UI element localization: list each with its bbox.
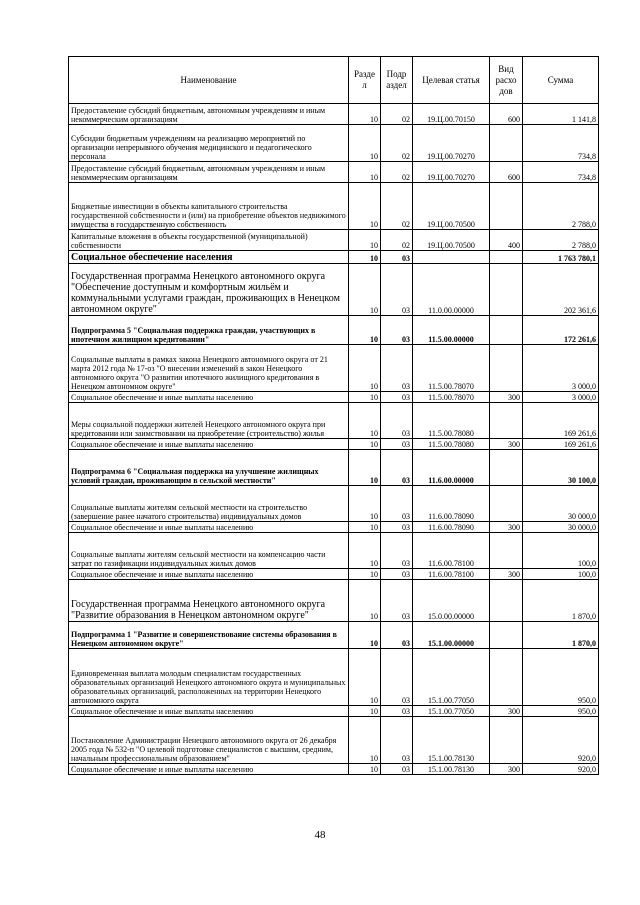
row-sum: 950,0 <box>523 649 599 706</box>
row-name: Социальное обеспечение и иные выплаты населению <box>69 706 349 717</box>
row-sum: 920,0 <box>523 764 599 775</box>
row-target-article: 11.0.00.00000 <box>413 264 490 316</box>
table-row <box>69 622 599 649</box>
row-razdel: 10 <box>349 764 381 775</box>
table-row <box>69 569 599 580</box>
header-podrazdel: Подр аздел <box>381 57 413 104</box>
row-name: Государственная программа Ненецкого автономного округа "Обеспечение доступным и комфортным жильём и коммунальными услугами граждан, проживающих в Ненецком автономном округе" <box>69 264 349 316</box>
row-razdel: 10 <box>349 183 381 230</box>
row-name: Бюджетные инвестиции в объекты капитального строительства государственной собственности и (или) на приобретение объектов недвижимого имущества в государственную собственность <box>69 183 349 230</box>
row-target-article: 11.6.00.78100 <box>413 533 490 569</box>
row-expense-type <box>490 580 523 622</box>
row-expense-type <box>490 717 523 764</box>
table-row <box>69 486 599 522</box>
table-row <box>69 183 599 230</box>
row-sum: 2 788,0 <box>523 230 599 251</box>
row-sum: 1 870,0 <box>523 622 599 649</box>
row-podrazdel: 03 <box>381 439 413 450</box>
table-body <box>69 104 599 775</box>
table-row <box>69 125 599 162</box>
row-name: Социальное обеспечение и иные выплаты населению <box>69 522 349 533</box>
row-expense-type: 400 <box>490 230 523 251</box>
row-razdel: 10 <box>349 649 381 706</box>
budget-table <box>68 56 599 775</box>
row-razdel: 10 <box>349 706 381 717</box>
row-razdel: 10 <box>349 533 381 569</box>
header-razdel: Разде л <box>349 57 381 104</box>
table-row <box>69 162 599 183</box>
row-podrazdel: 03 <box>381 533 413 569</box>
row-target-article: 11.5.00.78070 <box>413 345 490 392</box>
row-sum: 950,0 <box>523 706 599 717</box>
row-podrazdel: 02 <box>381 230 413 251</box>
row-expense-type <box>490 183 523 230</box>
row-razdel: 10 <box>349 104 381 125</box>
row-expense-type <box>490 622 523 649</box>
row-razdel: 10 <box>349 316 381 345</box>
row-razdel: 10 <box>349 345 381 392</box>
row-expense-type <box>490 345 523 392</box>
row-expense-type <box>490 316 523 345</box>
row-expense-type <box>490 251 523 264</box>
row-name: Социальные выплаты жителям сельской местности на строительство (завершение ранее начатого строительства) индивидуальных домов <box>69 486 349 522</box>
row-sum: 1 763 780,1 <box>523 251 599 264</box>
row-expense-type: 600 <box>490 104 523 125</box>
row-sum: 920,0 <box>523 717 599 764</box>
row-name: Постановление Администрации Ненецкого автономного округа от 26 декабря 2005 года № 532-п "О целевой подготовке специалистов с высшим, средним, начальным профессиональным образованием" <box>69 717 349 764</box>
row-target-article: 15.1.00.78130 <box>413 717 490 764</box>
row-target-article: 11.6.00.78090 <box>413 522 490 533</box>
row-target-article: 11.5.00.78080 <box>413 439 490 450</box>
row-target-article: 19.Ц.00.70500 <box>413 230 490 251</box>
row-target-article: 11.5.00.78080 <box>413 403 490 439</box>
row-name: Меры социальной поддержки жителей Ненецкого автономного округа при кредитовании или заимствовании на приобретение (строительство) жилья <box>69 403 349 439</box>
row-target-article: 19.Ц.00.70270 <box>413 162 490 183</box>
row-razdel: 10 <box>349 403 381 439</box>
table-row <box>69 706 599 717</box>
row-podrazdel: 03 <box>381 486 413 522</box>
row-podrazdel: 02 <box>381 125 413 162</box>
row-target-article: 15.1.00.77050 <box>413 649 490 706</box>
table-row <box>69 316 599 345</box>
row-sum: 202 361,6 <box>523 264 599 316</box>
row-expense-type <box>490 264 523 316</box>
row-expense-type: 300 <box>490 569 523 580</box>
row-podrazdel: 03 <box>381 264 413 316</box>
row-podrazdel: 03 <box>381 316 413 345</box>
row-name: Социальное обеспечение и иные выплаты населению <box>69 764 349 775</box>
row-podrazdel: 02 <box>381 162 413 183</box>
row-expense-type: 300 <box>490 764 523 775</box>
row-sum: 30 100,0 <box>523 450 599 486</box>
row-podrazdel: 03 <box>381 580 413 622</box>
row-name: Единовременная выплата молодым специалистам государственных образовательных организаций Ненецкого автономного округа и муниципальных образовательных организаций, расположенных на территории Ненецкого автономного округа <box>69 649 349 706</box>
page-number: 48 <box>314 829 326 841</box>
row-razdel: 10 <box>349 450 381 486</box>
row-name: Подпрограмма 1 "Развитие и совершенствование системы образования в Ненецком автономном округе" <box>69 622 349 649</box>
row-podrazdel: 03 <box>381 450 413 486</box>
row-name: Социальное обеспечение и иные выплаты населению <box>69 439 349 450</box>
row-target-article: 15.1.00.77050 <box>413 706 490 717</box>
table-row <box>69 345 599 392</box>
row-target-article: 11.6.00.78100 <box>413 569 490 580</box>
row-name: Социальное обеспечение и иные выплаты населению <box>69 392 349 403</box>
row-target-article: 11.6.00.78090 <box>413 486 490 522</box>
row-sum: 172 261,6 <box>523 316 599 345</box>
table-row <box>69 533 599 569</box>
row-razdel: 10 <box>349 569 381 580</box>
row-name: Капитальные вложения в объекты государственной (муниципальной) собственности <box>69 230 349 251</box>
row-razdel: 10 <box>349 439 381 450</box>
row-sum: 169 261,6 <box>523 403 599 439</box>
row-target-article <box>413 251 490 264</box>
row-name: Предоставление субсидий бюджетным, автономным учреждениям и иным некоммерческим организациям <box>69 104 349 125</box>
row-expense-type: 300 <box>490 706 523 717</box>
row-target-article: 19.Ц.00.70150 <box>413 104 490 125</box>
table-row <box>69 403 599 439</box>
row-sum: 169 261,6 <box>523 439 599 450</box>
row-target-article: 11.5.00.78070 <box>413 392 490 403</box>
row-target-article: 11.6.00.00000 <box>413 450 490 486</box>
row-name: Социальные выплаты жителям сельской местности на компенсацию части затрат по газификации индивидуальных жилых домов <box>69 533 349 569</box>
row-razdel: 10 <box>349 125 381 162</box>
row-razdel: 10 <box>349 162 381 183</box>
row-name: Подпрограмма 5 "Социальная поддержка граждан, участвующих в ипотечном жилищном кредитовании" <box>69 316 349 345</box>
row-expense-type <box>490 125 523 162</box>
row-sum: 100,0 <box>523 569 599 580</box>
row-razdel: 10 <box>349 522 381 533</box>
row-expense-type: 300 <box>490 392 523 403</box>
row-target-article: 15.1.00.78130 <box>413 764 490 775</box>
table-row <box>69 717 599 764</box>
row-podrazdel: 03 <box>381 764 413 775</box>
row-podrazdel: 03 <box>381 251 413 264</box>
row-sum: 3 000,0 <box>523 345 599 392</box>
row-expense-type <box>490 403 523 439</box>
header-name: Наименование <box>69 57 349 104</box>
row-razdel: 10 <box>349 230 381 251</box>
row-expense-type <box>490 450 523 486</box>
row-razdel: 10 <box>349 580 381 622</box>
table-row <box>69 104 599 125</box>
row-podrazdel: 03 <box>381 403 413 439</box>
row-sum: 2 788,0 <box>523 183 599 230</box>
row-podrazdel: 03 <box>381 706 413 717</box>
row-sum: 734,8 <box>523 125 599 162</box>
row-name: Социальное обеспечение населения <box>69 251 349 264</box>
row-name: Субсидии бюджетным учреждениям на реализацию мероприятий по организации непрерывного обучения медицинского и педагогического персонала <box>69 125 349 162</box>
row-podrazdel: 03 <box>381 392 413 403</box>
row-expense-type <box>490 533 523 569</box>
row-razdel: 10 <box>349 622 381 649</box>
row-podrazdel: 02 <box>381 104 413 125</box>
row-expense-type: 600 <box>490 162 523 183</box>
table-row <box>69 230 599 251</box>
table-header-row <box>69 57 599 104</box>
row-name: Предоставление субсидий бюджетным, автономным учреждениям и иным некоммерческим организациям <box>69 162 349 183</box>
row-podrazdel: 03 <box>381 569 413 580</box>
row-target-article: 19.Ц.00.70270 <box>413 125 490 162</box>
header-summa: Сумма <box>523 57 599 104</box>
row-target-article: 19.Ц.00.70500 <box>413 183 490 230</box>
row-podrazdel: 03 <box>381 522 413 533</box>
table-row <box>69 764 599 775</box>
row-target-article: 15.0.00.00000 <box>413 580 490 622</box>
table-row <box>69 580 599 622</box>
table-row <box>69 522 599 533</box>
table-row <box>69 251 599 264</box>
header-vid: Вид расхо дов <box>490 57 523 104</box>
row-name: Государственная программа Ненецкого автономного округа "Развитие образования в Ненецком автономном округе" <box>69 580 349 622</box>
header-statya: Целевая статья <box>413 57 490 104</box>
table-row <box>69 392 599 403</box>
table-row <box>69 450 599 486</box>
row-sum: 734,8 <box>523 162 599 183</box>
row-podrazdel: 03 <box>381 345 413 392</box>
row-razdel: 10 <box>349 264 381 316</box>
row-name: Подпрограмма 6 "Социальная поддержка на улучшение жилищных условий граждан, проживающим в сельской местности" <box>69 450 349 486</box>
row-podrazdel: 03 <box>381 717 413 764</box>
row-sum: 100,0 <box>523 533 599 569</box>
row-target-article: 15.1.00.00000 <box>413 622 490 649</box>
row-razdel: 10 <box>349 486 381 522</box>
row-razdel: 10 <box>349 251 381 264</box>
row-sum: 30 000,0 <box>523 522 599 533</box>
row-sum: 3 000,0 <box>523 392 599 403</box>
row-expense-type <box>490 486 523 522</box>
table-row <box>69 649 599 706</box>
row-podrazdel: 03 <box>381 622 413 649</box>
table-row <box>69 264 599 316</box>
row-razdel: 10 <box>349 717 381 764</box>
row-target-article: 11.5.00.00000 <box>413 316 490 345</box>
row-sum: 1 141,8 <box>523 104 599 125</box>
row-sum: 30 000,0 <box>523 486 599 522</box>
row-podrazdel: 03 <box>381 649 413 706</box>
row-expense-type <box>490 649 523 706</box>
row-name: Социальное обеспечение и иные выплаты населению <box>69 569 349 580</box>
row-sum: 1 870,0 <box>523 580 599 622</box>
row-expense-type: 300 <box>490 522 523 533</box>
row-razdel: 10 <box>349 392 381 403</box>
row-name: Социальные выплаты в рамках закона Ненецкого автономного округа от 21 марта 2012 года № 17-оз "О внесении изменений в закон Ненецкого автономного округа "О развитии ипотечного жилищного кредитования в Ненецком автономном округе" <box>69 345 349 392</box>
row-expense-type: 300 <box>490 439 523 450</box>
row-podrazdel: 02 <box>381 183 413 230</box>
table-row <box>69 439 599 450</box>
